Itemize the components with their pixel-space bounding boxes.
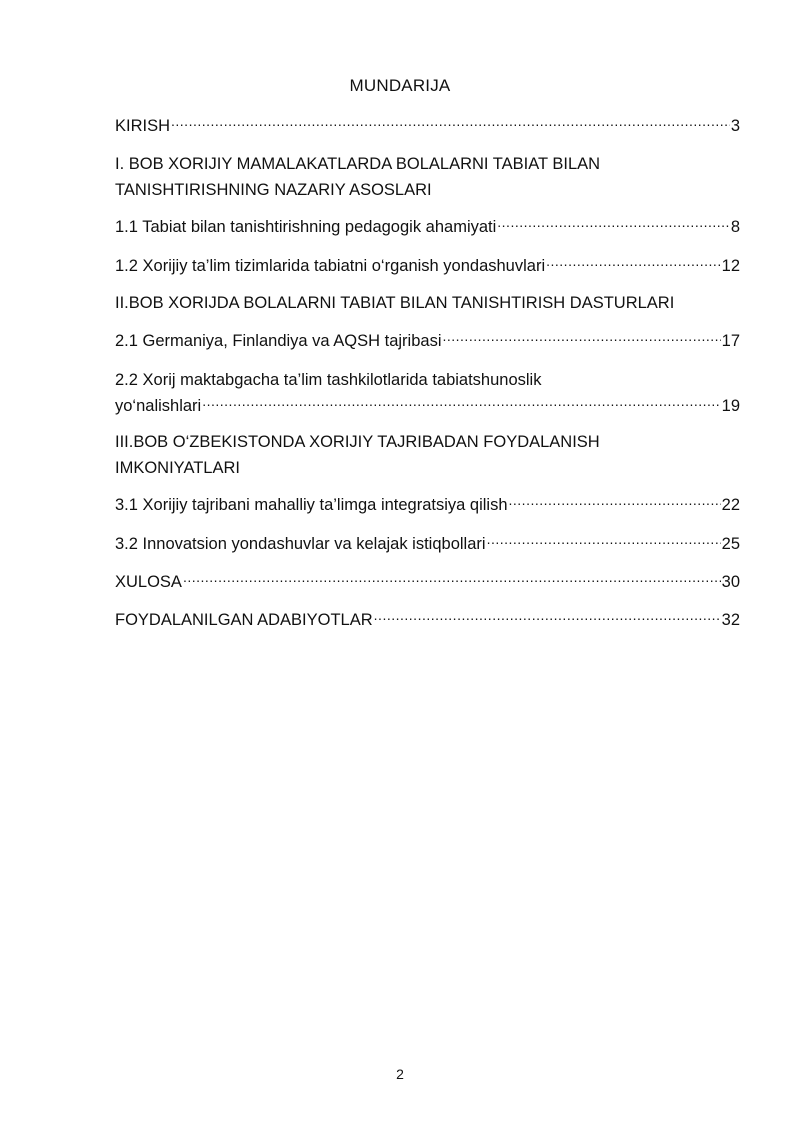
toc-chapter-3[interactable] xyxy=(115,429,740,481)
toc-entry-2-2[interactable] xyxy=(115,367,740,419)
toc-entry-label: FOYDALANILGAN ADABIYOTLAR xyxy=(115,611,373,629)
toc-entry-page: 25 xyxy=(721,535,740,553)
toc-entry-label: 2.1 Germaniya, Finlandiya va AQSH tajribasi xyxy=(115,332,442,350)
toc-leader-dots xyxy=(202,395,720,412)
toc-leader-dots xyxy=(442,330,720,347)
page-number: 2 xyxy=(396,1066,404,1082)
toc-entry-label: II.BOB XORIJDA BOLALARNI TABIAT BILAN TANISHTIRISH DASTURLARI xyxy=(115,294,675,312)
toc-leader-dots xyxy=(509,494,721,511)
toc-chapter-1[interactable] xyxy=(115,151,740,203)
toc-entry-3-2[interactable] xyxy=(115,531,740,557)
toc-entry-xulosa[interactable] xyxy=(115,569,740,595)
toc-entry-label-continued: IMKONIYATLARI xyxy=(115,459,240,477)
toc-leader-dots xyxy=(183,571,721,588)
toc-entry-label: KIRISH xyxy=(115,117,171,135)
toc-entry-label: I. BOB XORIJIY MAMALAKATLARDA BOLALARNI TABIAT BILAN xyxy=(115,155,601,173)
toc-entry-page: 32 xyxy=(721,611,740,629)
toc-entry-page: 22 xyxy=(721,496,740,514)
toc-entry-page: 30 xyxy=(721,573,740,591)
toc-entry-label: 2.2 Xorij maktabgacha ta’lim tashkilotlarida tabiatshunoslik xyxy=(115,371,542,389)
toc-leader-dots xyxy=(374,609,721,626)
toc-entry-2-1[interactable] xyxy=(115,328,740,354)
toc-entry-label: 1.2 Xorijiy ta’lim tizimlarida tabiatni o‘rganish yondashuvlari xyxy=(115,257,546,275)
toc-entry-page: 19 xyxy=(721,397,740,415)
toc-entry-label: 3.1 Xorijiy tajribani mahalliy ta’limga integratsiya qilish xyxy=(115,496,508,514)
toc-entry-page: 12 xyxy=(721,257,740,275)
toc-entry-label: XULOSA xyxy=(115,573,182,591)
toc-leader-dots xyxy=(487,533,721,550)
toc-entry-page: 8 xyxy=(730,218,740,236)
toc-leader-dots xyxy=(546,255,721,272)
toc-entry-adabiyotlar[interactable] xyxy=(115,607,740,633)
toc-entry-label: III.BOB O‘ZBEKISTONDA XORIJIY TAJRIBADAN FOYDALANISH xyxy=(115,433,600,451)
toc-entry-3-1[interactable] xyxy=(115,492,740,518)
toc-chapter-2[interactable] xyxy=(115,290,740,316)
toc-entry-label: 3.2 Innovatsion yondashuvlar va kelajak istiqbollari xyxy=(115,535,486,553)
toc-entry-page: 17 xyxy=(721,332,740,350)
toc-leader-dots xyxy=(171,115,730,132)
toc-entry-label-continued: TANISHTIRISHNING NAZARIY ASOSLARI xyxy=(115,181,432,199)
toc-title: MUNDARIJA xyxy=(349,76,451,95)
toc-entry-1-2[interactable] xyxy=(115,253,740,279)
toc-entry-1-1[interactable] xyxy=(115,214,740,240)
toc-entry-kirish[interactable] xyxy=(115,113,740,139)
toc-entry-page: 3 xyxy=(730,117,740,135)
toc-entry-label-continued: yo‘nalishlari xyxy=(115,397,202,415)
toc-entry-label: 1.1 Tabiat bilan tanishtirishning pedagogik ahamiyati xyxy=(115,218,497,236)
toc-leader-dots xyxy=(497,216,730,233)
